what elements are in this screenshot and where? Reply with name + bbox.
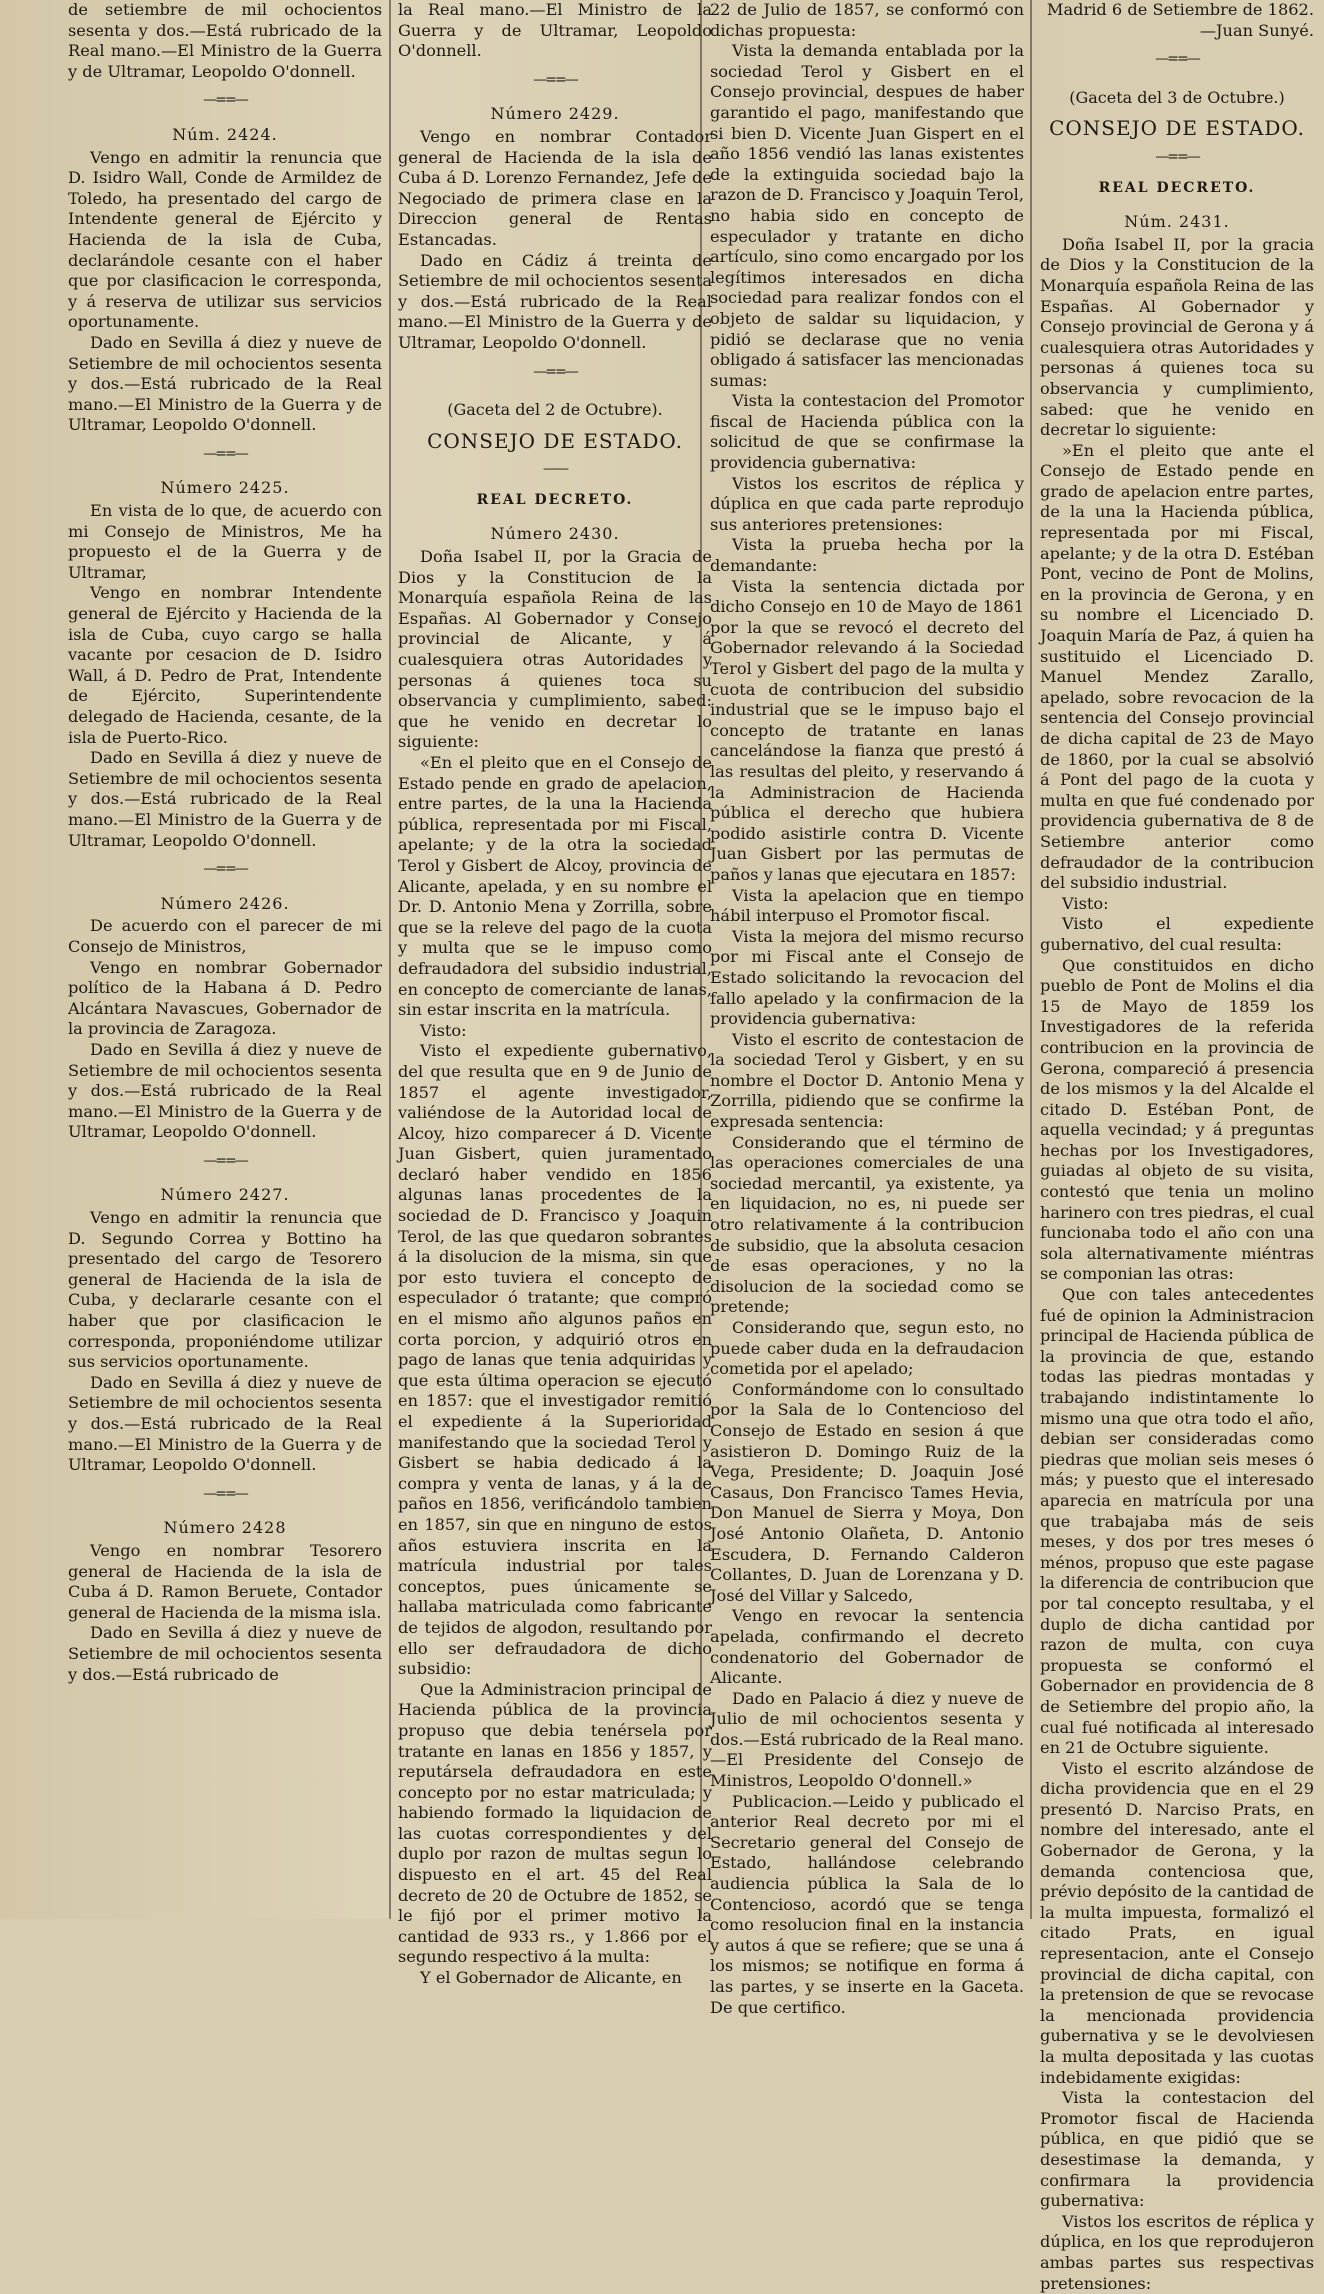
paragraph: Dado en Sevilla á diez y nueve de Setiembre de mil ochocientos sesenta y dos.—Está rubricado de la Real mano.—El Ministro de la Guerra y de Ultramar, Leopoldo O'donnell.	[68, 1039, 382, 1142]
paragraph: Publicacion.—Leido y publicado el anterior Real decreto por mi el Secretario general del Consejo de Estado, hallándose celebrando audiencia pública la Sala de lo Contencioso, acordó que se tenga como resolucion final en la instancia y autos á que se refiere; que se una á los mismos; se notifique en forma á las partes, y se inserte en la Gaceta. De que certifico.	[710, 1791, 1024, 2017]
paragraph: Vista la apelacion que en tiempo hábil interpuso el Promotor fiscal.	[710, 885, 1024, 926]
column-3	[704, 0, 1030, 2017]
paragraph: Visto el escrito de contestacion de la sociedad Terol y Gisbert, y en su nombre el Doctor D. Antonio Mena y Zorrilla, pidiendo que se confirme la expresada sentencia:	[710, 1029, 1024, 1132]
paragraph: de setiembre de mil ochocientos sesenta y dos.—Está rubricado de la Real mano.—El Ministro de la Guerra y de Ultramar, Leopoldo O'donnell.	[68, 0, 382, 81]
paragraph: Dado en Sevilla á diez y nueve de Setiembre de mil ochocientos sesenta y dos.—Está rubricado de la Real mano.—El Ministro de la Guerra y de Ultramar, Leopoldo O'donnell.	[68, 748, 382, 850]
separator: —==—	[203, 1152, 247, 1169]
paragraph: Vista la mejora del mismo recurso por mi Fiscal ante el Consejo de Estado solicitando la revocacion del fallo apelado y la confirmacion de la providencia gubernativa:	[710, 926, 1024, 1029]
separator: —==—	[1155, 51, 1199, 68]
paragraph: Vengo en nombrar Intendente general de Ejército y Hacienda de la isla de Cuba, cuyo cargo se halla vacante por cesacion de D. Isidro Wall, á D. Pedro de Prat, Intendente de Ejército, Superintendente delegado de Hacienda, cesante, de la isla de Puerto-Rico.	[68, 583, 382, 747]
separator: —==—	[533, 363, 577, 380]
paragraph: Dado en Palacio á diez y nueve de Julio de mil ochocientos sesenta y dos.—Está rubricado de la Real mano.—El Presidente del Consejo de Ministros, Leopoldo O'donnell.»	[710, 1688, 1024, 1791]
paragraph: la Real mano.—El Ministro de la Guerra y de Ultramar, Leopoldo O'donnell.	[398, 0, 712, 61]
column-rule	[1030, 0, 1032, 1919]
paragraph: Dado en Sevilla á diez y nueve de Setiembre de mil ochocientos sesenta y dos.—Está rubricado de	[68, 1623, 382, 1684]
paragraph: Vengo en nombrar Contador general de Hacienda de la isla de Cuba á D. Lorenzo Fernandez, Jefe de Negociado de primera clase en la Direccion general de Rentas Estancadas.	[398, 126, 712, 249]
paragraph: Que la Administracion principal de Hacienda pública de la provincia propuso que debia tenérsela por tratante en lanas en 1856 y 1857, y reputársela defraudadora en este concepto por no estar matriculada; y habiendo formado la liquidacion de las cuotas correspondientes y del duplo por razon de multas segun lo dispuesto en el art. 45 del Real decreto de 20 de Octubre de 1852, se le fijó por el primer motivo la cantidad de 933 rs., y 1.866 por el segundo respectivo á la multa:	[398, 1679, 712, 1967]
paragraph: Vistos los escritos de réplica y dúplica en que cada parte reprodujo sus anteriores pretensiones:	[710, 473, 1024, 534]
section-heading: CONSEJO DE ESTADO.	[427, 428, 683, 453]
decree-number: Número 2430.	[490, 524, 620, 544]
gazette-date: (Gaceta del 2 de Octubre).	[447, 400, 663, 420]
paragraph: Visto:	[420, 1020, 467, 1040]
paragraph: En vista de lo que, de acuerdo con mi Consejo de Ministros, Me ha propuesto el de la Guerra y de Ultramar,	[68, 501, 382, 582]
paragraph: Vengo en nombrar Gobernador político de la Habana á D. Pedro Alcántara Navascues, Gobernador de la provincia de Zaragoza.	[68, 957, 382, 1039]
paragraph: Considerando que el término de las operaciones comerciales de una sociedad mercantil, ya existente, ya en liquidacion, no es, ni puede ser otro relativamente á la contribucion de subsidio, que la absoluta cesacion de esas operaciones, y no la disolucion de la sociedad como se pretende;	[710, 1132, 1024, 1317]
paragraph: »En el pleito que ante el Consejo de Estado pende en grado de apelacion entre partes, de la una la Hacienda pública, representada por mi Fiscal, apelante; y de la otra D. Estéban Pont, vecino de Pont de Molins, en la provincia de Gerona, y en su nombre el Licenciado D. Joaquin María de Paz, á quien ha sustituido el Licenciado D. Manuel Mendez Zarallo, apelado, sobre revocacion de la sentencia del Consejo provincial de dicha capital de 23 de Mayo de 1860, por la cual se absolvió á Pont del pago de la cuota y multa en que fué condenado por providencia gubernativa de 8 de Setiembre anterior como defraudador de la contribucion del subsidio industrial.	[1040, 440, 1314, 893]
paragraph: Doña Isabel II, por la Gracia de Dios y la Constitucion de la Monarquía española Reina de las Españas. Al Gobernador y Consejo provincial de Alicante, y á cualesquiera otras Autoridades y personas á quienes toca su observancia y cumplimiento, sabed: que he venido en decretar lo siguiente:	[398, 547, 712, 752]
paragraph: Vistos los escritos de réplica y dúplica, en los que reprodujeron ambas partes sus respectivas pretensiones:	[1040, 2211, 1314, 2293]
paragraph: Dado en Sevilla á diez y nueve de Setiembre de mil ochocientos sesenta y dos.—Está rubricado de la Real mano.—El Ministro de la Guerra y de Ultramar, Leopoldo O'donnell.	[68, 332, 382, 435]
separator: —==—	[203, 92, 247, 109]
column-rule	[389, 0, 391, 1919]
column-2	[392, 0, 718, 1988]
paragraph: Visto el expediente gubernativo, del que resulta que en 9 de Junio de 1857 el agente investigador, valiéndose de la Autoridad local de Alcoy, hizo comparecer á D. Vicente Juan Gisbert, quien juramentado declaró haber vendido en 1856 algunas lanas procedentes de la sociedad de D. Francisco y Joaquin Terol, de las que quedaron sobrantes á la disolucion de la misma, sin que por esto tuviera el concepto de especulador ó tratante; que compró en el mismo año algunos paños en corta porcion, y adquirió otros en pago de lanas que tenia adquiridas y que esta última operacion se ejecutó en 1857: que el investigador remitió el expediente á la Superioridad manifestando que la sociedad Terol y Gisbert se habia dedicado á la compra y venta de lanas, y á la de paños en 1856, verificándolo tambien en 1857, sin que en ninguno de estos años estuviera inscrita en la matrícula industrial por tales conceptos, pues únicamente se hallaba matriculada como fabricante de tejidos de algodon, resultando por ello ser defraudadora de dicho subsidio:	[398, 1041, 712, 1679]
decree-number: Número 2427.	[160, 1185, 290, 1205]
decree-number: Número 2428	[163, 1518, 287, 1538]
paragraph: Visto el expediente gubernativo, del cual resulta:	[1040, 914, 1314, 954]
separator: —==—	[203, 445, 247, 462]
paragraph: Vengo en admitir la renuncia que D. Isidro Wall, Conde de Armildez de Toledo, ha presentado del cargo de Intendente general de Ejército y Hacienda de la isla de Cuba, declarándole cesante con el haber que por clasificacion le corresponda, y á reserva de utilizar sus servicios oportunamente.	[68, 147, 382, 332]
decree-number: Número 2429.	[490, 104, 620, 124]
paragraph: Vengo en revocar la sentencia apelada, confirmando el decreto condenatorio del Gobernador de Alicante.	[710, 1606, 1024, 1688]
separator: —==—	[533, 71, 577, 88]
paragraph: Dado en Sevilla á diez y nueve de Setiembre de mil ochocientos sesenta y dos.—Está rubricado de la Real mano.—El Ministro de la Guerra y de Ultramar, Leopoldo O'donnell.	[68, 1372, 382, 1475]
paragraph: Que constituidos en dicho pueblo de Pont de Molins el dia 15 de Mayo de 1859 los Investigadores de la referida contribucion en la provincia de Gerona, compareció á presencia de los mismos y la del Alcalde el citado D. Estéban Pont, de aquella vecindad; y á preguntas hechas por los Investigadores, guiadas al objeto de su visita, contestó que tenia un molino harinero con tres piedras, el cual funcionaba todo el año con una sola alternativamente miéntras se componian las otras:	[1040, 955, 1314, 1284]
section-heading: CONSEJO DE ESTADO.	[1049, 116, 1305, 141]
paragraph: Vista la contestacion del Promotor fiscal de Hacienda pública, en que pidió que se desestimase la demanda, y confirmara la providencia gubernativa:	[1040, 2088, 1314, 2211]
paragraph: 22 de Julio de 1857, se conformó con dichas propuesta:	[710, 0, 1024, 40]
separator: —==—	[203, 1485, 247, 1502]
column-1	[62, 0, 388, 1919]
column-4	[1034, 0, 1320, 2293]
paragraph: Considerando que, segun esto, no puede caber duda en la defraudacion cometida por el apelado;	[710, 1318, 1024, 1379]
gazette-date: (Gaceta del 3 de Octubre.)	[1069, 87, 1285, 107]
paragraph: Vista la sentencia dictada por dicho Consejo en 10 de Mayo de 1861 por la que se revocó el decreto del Gobernador relevando á la Sociedad Terol y Gisbert del pago de la multa y cuota de contribucion del subsidio industrial que se le impuso bajo el concepto de tratante en lanas cancelándose la fianza que prestó á las resultas del pleito, y reservando á la Administracion de Hacienda pública el derecho que hubiera podido asistirle contra D. Vicente Juan Gisbert por las permutas de paños y lanas que ejecutara en 1857:	[710, 576, 1024, 884]
paragraph: Que con tales antecedentes fué de opinion la Administracion principal de Hacienda pública de la provincia de que, estando todas las piedras montadas y trabajando indistintamente lo mismo una que otra todo el año, debian ser consideradas como piedras que molian seis meses ó más; y puesto que el interesado aparecia en matrícula por una que trabajaba más de seis meses, y dos por tres meses ó ménos, propuso que este pagase la diferencia de contribucion que por tal concepto resultaba, y el duplo de dicha cantidad por razon de multa, con cuya propuesta se conformó el Gobernador en providencia de 8 de Setiembre del propio año, la cual fué notificada al interesado en 21 de Octubre siguiente.	[1040, 1285, 1314, 1758]
paragraph: Visto:	[1062, 893, 1109, 913]
paragraph: Y el Gobernador de Alicante, en	[420, 1968, 682, 1988]
subheading: REAL DECRETO.	[476, 491, 634, 508]
paragraph: De acuerdo con el parecer de mi Consejo de Ministros,	[68, 916, 382, 956]
subheading: REAL DECRETO.	[1098, 179, 1256, 196]
paragraph: «En el pleito que en el Consejo de Estado pende en grado de apelacion, entre partes, de la una la Hacienda pública, representada por mi Fiscal, apelante; y de la otra la sociedad Terol y Gisbert de Alcoy, provincia de Alicante, apelada, y en su nombre el Dr. D. Antonio Mena y Zorrilla, sobre que se la releve del pago de la cuota y multa que se le impuso como defraudadora del subsidio industrial, en concepto de comerciante de lanas, sin estar inscrita en la matrícula.	[398, 753, 712, 1020]
paragraph: Vengo en admitir la renuncia que D. Segundo Correa y Bottino ha presentado del cargo de Tesorero general de Hacienda de la isla de Cuba, y declararle cesante con el haber que por clasificacion le corresponda, proponiéndome utilizar sus servicios oportunamente.	[68, 1208, 382, 1372]
separator: ——	[543, 461, 567, 478]
decree-number: Núm. 2424.	[172, 124, 278, 144]
decree-number: Núm. 2431.	[1124, 212, 1230, 232]
paragraph: Vista la prueba hecha por la demandante:	[710, 535, 1024, 576]
paragraph: Vista la demanda entablada por la sociedad Terol y Gisbert en el Consejo provincial, despues de haber garantido el pago, manifestando que si bien D. Vicente Juan Gispert en el año 1856 vendió las lanas existentes de la extinguida sociedad bajo la razon de D. Francisco y Joaquin Terol, no habia sido en concepto de especulador y tratante en dicho artículo, sino como encargado por los legítimos interesados en dicha sociedad para realizar fondos con el objeto de saldar su liquidacion, y pidió se declarase que no venia obligado á satisfacer las mencionadas sumas:	[710, 41, 1024, 390]
paragraph: Madrid 6 de Setiembre de 1862.—Juan Sunyé.	[1046, 0, 1314, 40]
separator: —==—	[1155, 148, 1199, 165]
paragraph: Vista la contestacion del Promotor fiscal de Hacienda pública con la solicitud de que se confirmase la providencia gubernativa:	[710, 391, 1024, 473]
decree-number: Número 2426.	[160, 893, 290, 913]
paragraph: Conformándome con lo consultado por la Sala de lo Contencioso del Consejo de Estado en sesion á que asistieron D. Domingo Ruiz de la Vega, Presidente; D. Joaquin José Casaus, Don Francisco Tames Hevia, Don Manuel de Sierra y Moya, Don José Antonio Olañeta, D. Antonio Escudera, D. Fernando Calderon Collantes, D. Juan de Lorenzana y D. José del Villar y Salcedo,	[710, 1379, 1024, 1605]
separator: —==—	[203, 861, 247, 878]
paragraph: Dado en Cádiz á treinta de Setiembre de mil ochocientos sesenta y dos.—Está rubricado de la Real mano.—El Ministro de la Guerra y de Ultramar, Leopoldo O'donnell.	[398, 250, 712, 352]
paragraph: Doña Isabel II, por la gracia de Dios y la Constitucion de la Monarquía española Reina de las Españas. Al Gobernador y Consejo provincial de Gerona y á cualesquiera otras Autoridades y personas á quienes toca su observancia y cumplimiento, sabed: que he venido en decretar lo siguiente:	[1040, 234, 1314, 440]
paragraph: Visto el escrito alzándose de dicha providencia que en el 29 presentó D. Narciso Prats, en nombre del interesado, ante el Gobernador de Gerona, y la demanda contenciosa que, prévio depósito de la cantidad de la multa impuesta, formalizó el citado Prats, en igual representacion, ante el Consejo provincial de dicha capital, con la pretension de que se revocase la mencionada providencia gubernativa y se le devolviesen la multa depositada y las cuotas indebidamente exigidas:	[1040, 1758, 1314, 2087]
decree-number: Número 2425.	[160, 478, 290, 498]
paragraph: Vengo en nombrar Tesorero general de Hacienda de la isla de Cuba á D. Ramon Beruete, Contador general de Hacienda de la misma isla.	[68, 1540, 382, 1622]
